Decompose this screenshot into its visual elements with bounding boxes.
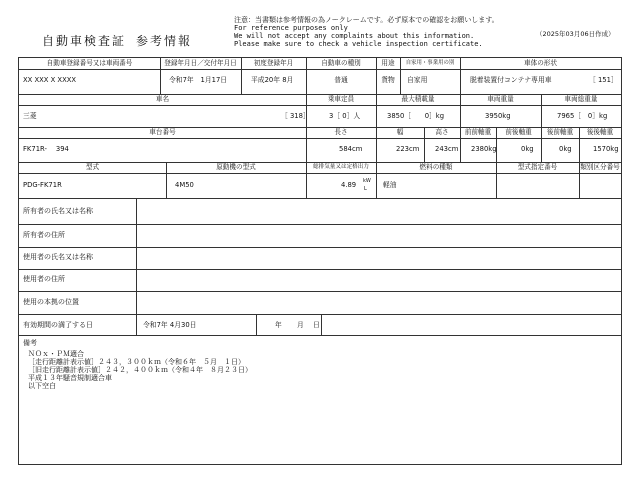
expiry-year-label: 年 xyxy=(275,321,282,329)
first-reg: 平成20年 8月 xyxy=(251,76,294,84)
make-code: ［ 318］ xyxy=(281,112,310,120)
header-reg-date: 登録年月日／交付年月日 xyxy=(164,59,237,67)
vehicle-type: 普通 xyxy=(334,76,348,84)
max-load: 3850［ 0］kg xyxy=(387,112,445,120)
header-fr-axle: 前後軸重 xyxy=(505,128,532,136)
header-designation: 型式指定番号 xyxy=(517,163,558,171)
header-use: 用途 xyxy=(381,59,395,67)
fr-axle: 0kg xyxy=(521,145,534,153)
owner-address-label: 所有者の住所 xyxy=(23,231,65,239)
notice-en-3: Please make sure to check a vehicle inspection certificate. xyxy=(234,40,483,48)
unit-kw: kW xyxy=(363,178,371,184)
expiry-day-label: 日 xyxy=(313,321,320,329)
unit-l: L xyxy=(364,186,367,192)
expiry-label: 有効期間の満了する日 xyxy=(23,321,93,329)
user-address-label: 使用者の住所 xyxy=(23,275,65,283)
remarks-label: 備考 xyxy=(23,339,37,347)
remarks-line-5: 以下空白 xyxy=(28,382,56,390)
header-model: 型式 xyxy=(85,163,100,171)
title-main: 自動車検査証 xyxy=(42,34,127,48)
header-weight: 車両重量 xyxy=(487,95,514,103)
notice-en-2: We will not accept any complaints about this information. xyxy=(234,32,475,40)
expiry-date: 令和7年 4月30日 xyxy=(143,321,197,329)
fuel: 軽油 xyxy=(383,181,397,189)
header-reg-no: 自動車登録番号又は車両番号 xyxy=(46,59,133,67)
header-height: 高さ xyxy=(435,128,449,136)
capacity: 3［ 0］人 xyxy=(329,112,361,120)
header-gross-weight: 車両総重量 xyxy=(564,95,598,103)
remarks-line-1: ＮＯｘ・ＰＭ適合 xyxy=(28,350,84,358)
header-make: 車名 xyxy=(155,95,170,103)
header-rr-axle: 後後軸重 xyxy=(586,128,614,136)
header-body-shape: 車体の形状 xyxy=(524,59,557,67)
remarks-line-2: ［走行距離計表示値］２４３，３００ｋｍ（令和６年 ５月 １日） xyxy=(28,358,245,366)
created-date: （2025年03月06日作成） xyxy=(536,30,615,38)
displacement: 4.89 xyxy=(341,181,357,189)
expiry-month-label: 月 xyxy=(297,321,304,329)
base-location-label: 使用の本拠の位置 xyxy=(23,298,79,306)
rr-axle: 1570kg xyxy=(593,145,619,153)
reg-date: 令和7年 1月17日 xyxy=(169,76,228,84)
header-chassis: 車台番号 xyxy=(149,128,176,136)
width: 223cm xyxy=(396,145,420,153)
header-first-reg: 初度登録年月 xyxy=(253,59,294,67)
document-title xyxy=(42,32,192,49)
gross-weight: 7965［ 0］kg xyxy=(557,112,608,120)
header-vehicle-type: 自動車の種別 xyxy=(321,59,361,67)
header-capacity: 乗車定員 xyxy=(327,95,355,103)
reg-number: XX XXX X XXXX xyxy=(23,76,77,84)
model: PDG-FK71R xyxy=(23,181,62,189)
owner-name-label: 所有者の氏名又は名称 xyxy=(23,207,93,215)
height: 243cm xyxy=(435,145,459,153)
header-ff-axle: 前前軸重 xyxy=(464,128,492,136)
make: 三菱 xyxy=(23,112,37,120)
remarks-line-4: 平成１３年騒音規制適合車 xyxy=(28,374,112,382)
header-displacement: 総排気量又は定格出力 xyxy=(313,164,369,170)
header-engine: 原動機の型式 xyxy=(216,163,256,171)
header-fuel: 燃料の種類 xyxy=(419,163,453,171)
user-name-label: 使用者の氏名又は名称 xyxy=(23,253,93,261)
header-max-load: 最大積載量 xyxy=(401,95,435,103)
use: 貨物 xyxy=(381,76,395,84)
notice-en-1: For reference purposes only xyxy=(234,24,348,32)
weight: 3950kg xyxy=(485,112,511,120)
certificate-form xyxy=(18,57,622,465)
notice-block xyxy=(234,16,499,48)
header-width: 幅 xyxy=(396,128,404,136)
private-business: 自家用 xyxy=(407,76,428,84)
body-shape: 脱着装置付コンテナ専用車 xyxy=(470,76,552,84)
body-code: ［ 151］ xyxy=(589,76,618,84)
ff-axle: 2380kg xyxy=(471,145,497,153)
header-private-business: 自家用・事業用の別 xyxy=(405,60,455,66)
notice-jp: 注意：当書類は参考情報の為ノークレームです。必ず原本での確認をお願いします。 xyxy=(234,16,499,24)
title-sub: 参考情報 xyxy=(136,34,193,48)
header-length: 長さ xyxy=(334,128,348,136)
engine-model: 4M50 xyxy=(175,181,194,189)
chassis-number: FK71R- 394 xyxy=(23,145,69,153)
header-category: 類別区分番号 xyxy=(580,163,620,171)
length: 584cm xyxy=(339,145,363,153)
remarks-line-3: ［旧走行距離計表示値］２４２，４００ｋｍ（令和４年 ８月２３日） xyxy=(28,366,252,374)
rf-axle: 0kg xyxy=(559,145,572,153)
header-rf-axle: 後前軸重 xyxy=(546,128,574,136)
